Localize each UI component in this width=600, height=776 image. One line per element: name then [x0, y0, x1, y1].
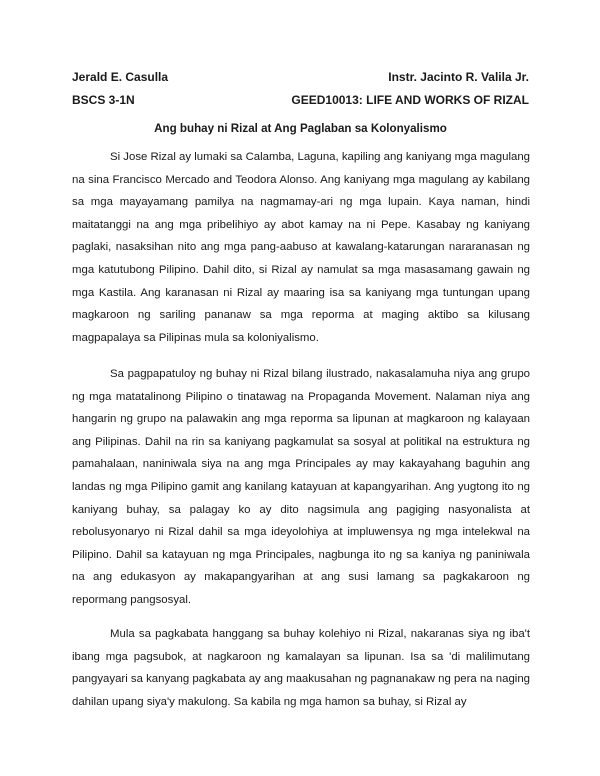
essay-title: Ang buhay ni Rizal at Ang Paglaban sa Kolonyalismo [154, 122, 447, 135]
paragraph-3: Mula sa pagkabata hanggang sa buhay kolehiyo ni Rizal, nakaranas siya ng iba't ibang mga pagsubok, at nagkaroon ng kamalayan sa lipunan. Isa sa 'di malilimutang pangyayari sa kanyang pagkabata ay ang maakusahan ng pagnanakaw ng pera na naging dahilan upang siya'y makulong. Sa kabila ng mga hamon sa buhay, si Rizal ay [72, 628, 530, 708]
paragraph-2: Sa pagpapatuloy ng buhay ni Rizal bilang ilustrado, nakasalamuha niya ang grupo ng mga matatalinong Pilipino o tinatawag na Propaganda Movement. Nalaman niya ang hangarin ng grupo na palawakin ang mga reporma sa lipunan at magkaroon ng kalayaan ang Pilipinas. Dahil na rin sa kaniyang pagkamulat sa sosyal at politikal na estruktura ng pamahalaan, naniniwala siya na ang mga Principales ay may kakayahang baguhin ang landas ng mga Pilipino gamit ang kanilang katayuan at kapangyarihan. Ang yugtong ito ng kaniyang buhay, sa palagay ko ay dito nagsimula ang pagiging nasyonalista at rebolusyonaryo ni Rizal dahil sa mga ideyolohiya at impluwensya ng mga intelekwal na Pilipino. Dahil sa katayuan ng mga Principales, nagbunga ito ng sa kaniya ng paniniwala na ang edukasyon ay makapangyarihan at ang susi lamang sa pagkakaroon ng repormang pangsosyal. [72, 368, 530, 606]
course-title: GEED10013: LIFE AND WORKS OF RIZAL [291, 93, 529, 107]
paragraph-1: Si Jose Rizal ay lumaki sa Calamba, Laguna, kapiling ang kaniyang mga magulang na sina Francisco Mercado and Teodora Alonso. Ang kaniyang mga magulang ay kabilang sa mga mayayamang pamilya na nagmamay-ari ng mga lupain. Kaya naman, hindi maitatanggi na ang mga pribelihiyo ay abot kamay na ni Pepe. Kasabay ng kaniyang paglaki, nasaksihan nito ang mga pang-aabuso at kawalang-katarungan nararanasan ng mga katutubong Pilipino. Dahil dito, si Rizal ay namulat sa mga masasamang gawain ng mga Kastila. Ang karanasan ni Rizal ay maaring isa sa kaniyang mga tuntungan upang magkaroon ng sariling pananaw sa mga reporma at maging aktibo sa kilusang magpapalaya sa Pilipinas mula sa koloniyalismo. [72, 151, 530, 344]
author-name: Jerald E. Casulla [72, 70, 169, 84]
header-row-1 [72, 70, 529, 84]
instructor-name: Instr. Jacinto R. Valila Jr. [388, 70, 529, 84]
section-code: BSCS 3-1N [72, 93, 135, 107]
header-row-2 [72, 93, 529, 107]
